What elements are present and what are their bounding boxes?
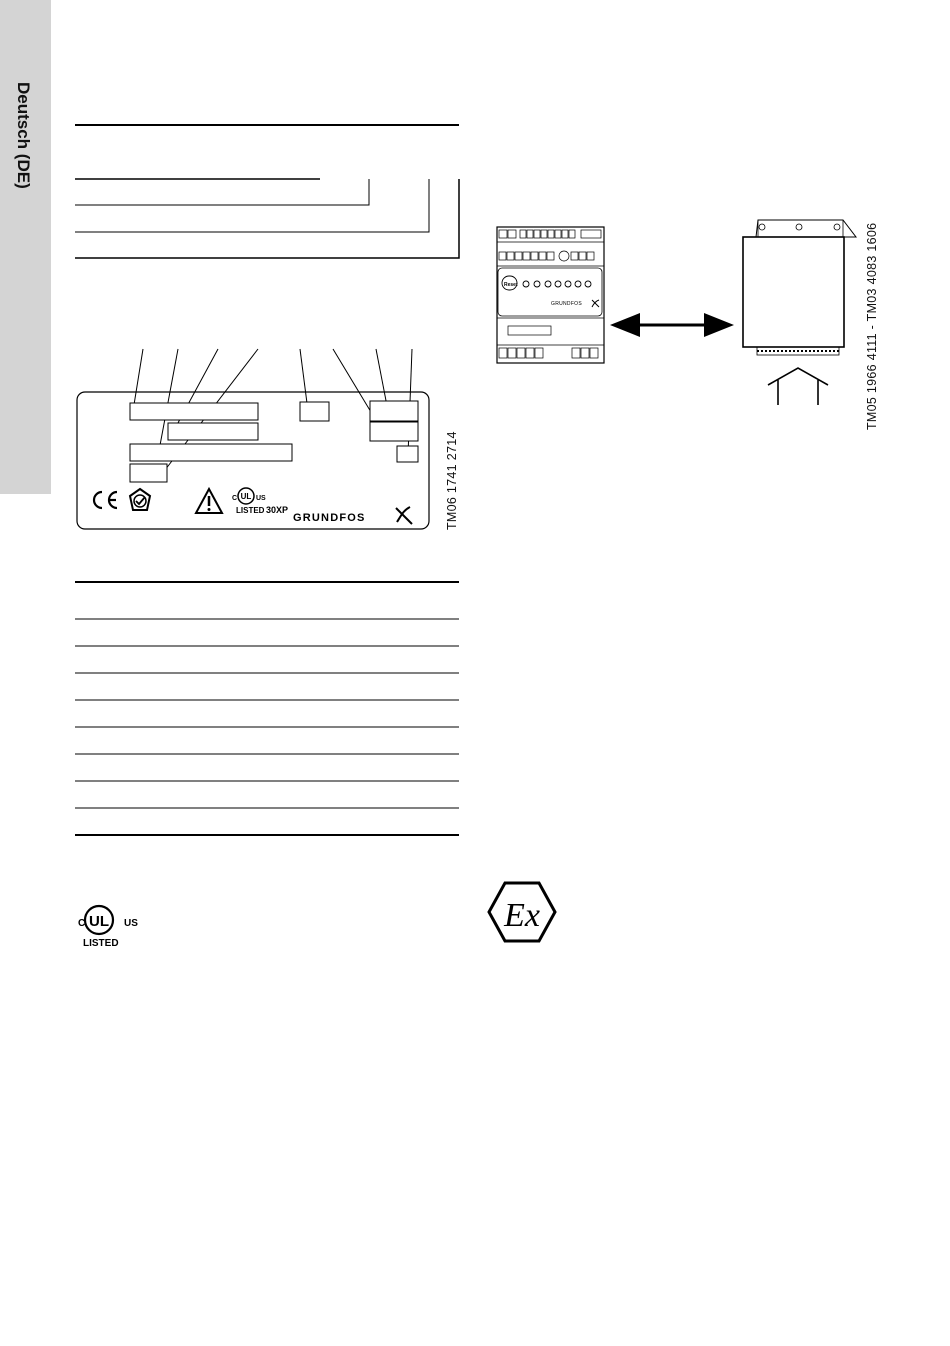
ex-mark-icon xyxy=(487,879,559,945)
system-diagram xyxy=(0,0,900,420)
svg-text:UL: UL xyxy=(89,913,109,930)
controller-reset-label: Reset xyxy=(504,282,518,288)
system-figure-code: TM05 1966 4111 - TM03 4083 1606 xyxy=(865,222,879,430)
ul-mark-listed: LISTED xyxy=(83,938,119,949)
nameplate-listed-label: LISTED xyxy=(236,506,265,515)
svg-text:Ex: Ex xyxy=(504,897,540,934)
nameplate-ul-c: C xyxy=(232,495,238,502)
nameplate-brand: GRUNDFOS xyxy=(293,512,366,524)
nameplate-class-label: 30XP xyxy=(266,505,289,515)
ul-mark-c: C xyxy=(78,918,86,929)
building-icon xyxy=(768,368,828,405)
ul-mark-us: US xyxy=(124,918,138,929)
svg-text:UL: UL xyxy=(240,492,252,501)
language-tab-label: Deutsch (DE) xyxy=(14,82,33,189)
device-box xyxy=(743,220,856,355)
nameplate-ul-us: US xyxy=(256,495,266,502)
nameplate-figure-code: TM06 1741 2714 xyxy=(445,431,459,530)
controller-module xyxy=(497,227,604,363)
bidirectional-arrow-icon xyxy=(610,313,734,337)
controller-brand: GRUNDFOS xyxy=(551,301,583,307)
